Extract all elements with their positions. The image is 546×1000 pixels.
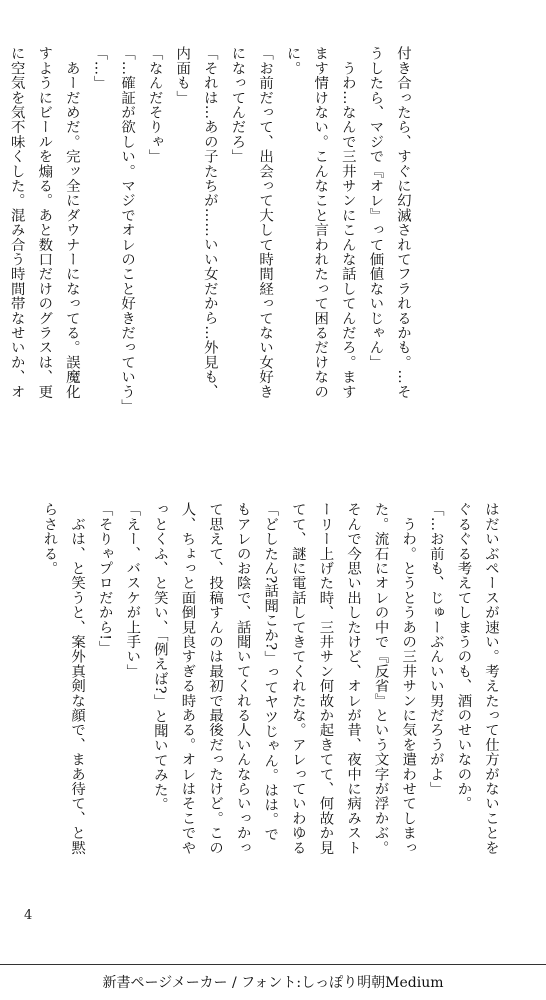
text-line: ます情けない。こんなこと言われたって困るだけなの — [312, 46, 329, 399]
text-line: あーだめだ。完ッ全にダウナーになってる。誤魔化 — [63, 46, 80, 399]
text-line: もアレのお陰で、話聞いてくれる人いんならいっかっ — [234, 502, 251, 855]
text-line: 付き合ったら、すぐに幻滅されてフラれるかも。…そ — [395, 46, 411, 399]
text-line: 「…」 — [91, 46, 108, 91]
text-line: ぐるぐる考えてしまうのも、酒のせいなのか。 — [455, 502, 472, 811]
text-line: 内面も」 — [174, 46, 191, 105]
text-line: になってんだろ」 — [229, 46, 246, 164]
text-line: うわ。とうとうあの三井サンに気を遣わせてしまっ — [400, 502, 417, 855]
text-line: 「どしたん?話聞こか?」ってヤツじゃん。はは。で — [262, 502, 279, 842]
text-line: っとくふ、と笑い、「例えば?」と聞いてみた。 — [151, 502, 168, 812]
text-line: らされる。 — [41, 502, 58, 576]
text-line: 「なんだそりゃ」 — [146, 46, 163, 164]
text-line: に。 — [284, 46, 301, 76]
text-line: てて、謎に電話してきてくれたな。アレっていわゆる — [289, 502, 306, 855]
text-line: 「えー、バスケが上手い」 — [124, 502, 141, 679]
text-line: うわ…なんで三井サンにこんな話してんだろ。ます — [339, 46, 356, 399]
footer-divider — [0, 964, 546, 965]
text-line: ぶは、と笑うと、案外真剣な顔で、まあ待て、と黙 — [69, 502, 86, 855]
text-line: た。流石にオレの中で『反省』という文字が浮かぶ。 — [372, 502, 389, 855]
text-line: はだいぶペースが速い。考えたって仕方がないことを — [483, 502, 499, 855]
text-line: 「そりゃプロだから!」 — [96, 502, 113, 656]
text-line: ーリー上げた時、三井サン何故か起きてて、何故か見 — [317, 502, 334, 855]
text-line: 人、ちょっと面倒見良すぎる時ある。オレはそこでや — [179, 502, 196, 855]
upper-text-block — [8, 46, 416, 476]
text-line: に空気を気不味くした。混み合う時間帯なせいか、オ — [8, 46, 25, 399]
text-line: 「それは…あの子たちが……いい女だから…外見も、 — [201, 46, 218, 399]
footer-credit: 新書ページメーカー / フォント:しっぽり明朝Medium — [102, 975, 444, 991]
text-line: そんで今思い出したけど、オレが昔、夜中に病みスト — [345, 502, 362, 855]
text-line: 「お前だって、出会って大して時間経ってない女好き — [257, 46, 274, 399]
page-number: 4 — [24, 908, 33, 923]
text-line: すようにビールを煽る。あと数口だけのグラスは、更 — [36, 46, 53, 399]
lower-text-block — [41, 502, 504, 902]
text-line: 「…お前も、じゅーぶんいい男だろうがよ」 — [427, 502, 444, 796]
text-line — [0, 46, 2, 476]
text-line: 「…確証が欲しい。マジでオレのこと好きだっていう」 — [119, 46, 136, 414]
text-line: て思えて、投稿すんのは最初で最後だったけど。この — [207, 502, 224, 855]
text-line: うしたら、マジで『オレ』って価値ないじゃん」 — [367, 46, 384, 370]
